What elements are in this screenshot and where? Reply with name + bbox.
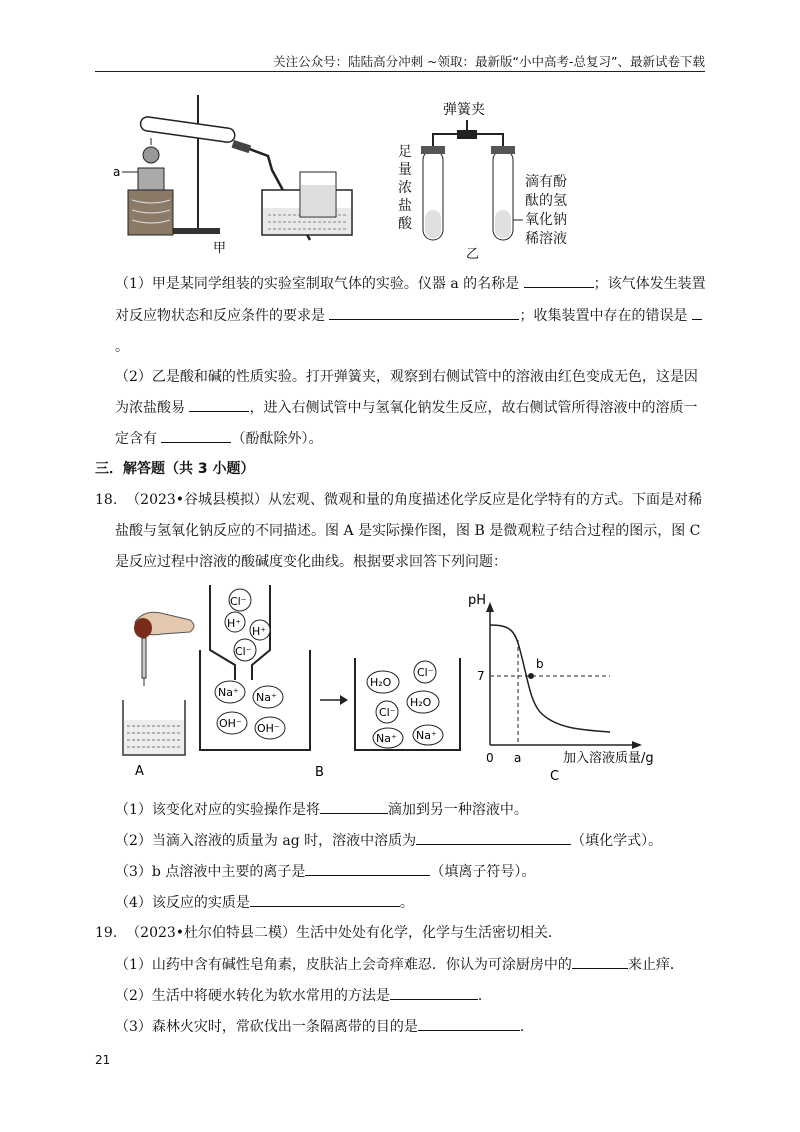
q17-p1-line3: 。 [115,339,129,355]
svg-text:Cl⁻: Cl⁻ [235,645,252,658]
clip-label: 弹簧夹 [443,102,485,118]
ph-label: pH [468,593,487,608]
svg-text:H⁺: H⁺ [227,617,242,630]
svg-text:Na⁺: Na⁺ [416,729,437,742]
svg-text:Na⁺: Na⁺ [256,691,277,704]
label-jia: 甲 [213,241,227,256]
q19-s1: （1）山药中含有碱性皂角素，皮肤沾上会奇痒难忍．你认为可涂厨房中的 来止痒． [115,954,684,975]
q17-p1-line2: 对反应物状态和反应条件的要求是 ；收集装置中存在的错误是 [115,305,702,326]
svg-text:H₂O: H₂O [410,696,432,709]
svg-text:H⁺: H⁺ [252,625,267,638]
q18-s1: （1）该变化对应的实验操作是将 滴加到另一种溶液中。 [115,799,528,820]
zero-label: 0 [486,751,494,765]
figure-c-ph-curve [460,590,660,785]
q19-s2: （2）生活中将硬水转化为软水常用的方法是 ． [115,985,492,1006]
svg-text:Na⁺: Na⁺ [218,686,239,699]
page-number: 21 [95,1053,111,1067]
right-tube-label: 滴有酚 酞的氢 氧化钠 稀溶液 [525,174,567,247]
q18-line3: 是反应过程中溶液的酸碱度变化曲线。根据要求回答下列问题： [115,554,507,570]
svg-text:OH⁻: OH⁻ [219,717,242,730]
q19-line1: 19. （2023•杜尔伯特县二模）生活中处处有化学，化学与生活密切相关． [95,925,563,941]
q17-p2-line3: 定含有 （酚酞除外）。 [115,428,322,449]
q17-p2-line2: 为浓盐酸易 ，进入右侧试管中与氢氧化钠发生反应，故右侧试管所得溶液中的溶质一 [115,397,697,418]
figure-b [190,580,480,780]
svg-text:Cl⁻: Cl⁻ [417,666,434,679]
b-label: b [536,657,544,671]
seven-label: 7 [477,669,485,683]
page-header: 关注公众号：陆陆高分冲刺 ~领取：最新版“小中高考-总复习”、最新试卷下载 [273,54,705,69]
q18-line1: 18. （2023•谷城县模拟）从宏观、微观和量的角度描述化学反应是化学特有的方式。下面是对稀 [95,492,703,508]
svg-text:Cl⁻: Cl⁻ [230,595,247,608]
q17-p1-line1: （1）甲是某同学组装的实验室制取气体的实验。仪器 a 的名称是 ；该气体发生装置 [115,273,706,294]
label-A: A [135,764,144,779]
figure-jia [110,90,370,260]
header-rule [95,71,705,72]
left-tube-label: 足 量 浓 盐 酸 [398,144,412,232]
xlabel: 加入溶液质量/g [563,751,654,766]
figure-yi [395,100,605,265]
q18-line2: 盐酸与氢氧化钠反应的不同描述。图 A 是实际操作图，图 B 是微观粒子结合过程的图示，图 C [115,523,701,539]
q19-s3: （3）森林火灾时，常砍伐出一条隔离带的目的是 ． [115,1016,534,1037]
label-yi: 乙 [466,247,480,262]
svg-text:Cl⁻: Cl⁻ [379,706,396,719]
label-C: C [550,769,560,784]
svg-text:OH⁻: OH⁻ [257,722,280,735]
q17-p2-line1: （2）乙是酸和碱的性质实验。打开弹簧夹，观察到右侧试管中的溶液由红色变成无色，这是因 [115,369,698,385]
section3-title: 三．解答题（共 3 小题） [95,461,255,477]
q18-s4: （4）该反应的实质是 。 [115,892,414,913]
label-a: a [113,165,121,179]
label-B: B [315,765,324,780]
q18-s3: （3）b 点溶液中主要的离子是 （填离子符号）。 [115,861,535,882]
svg-text:Na⁺: Na⁺ [376,732,397,745]
a-label: a [514,751,522,765]
q18-s2: （2）当滴入溶液的质量为 ag 时，溶液中溶质为 （填化学式）。 [115,830,662,851]
svg-text:H₂O: H₂O [370,676,392,689]
